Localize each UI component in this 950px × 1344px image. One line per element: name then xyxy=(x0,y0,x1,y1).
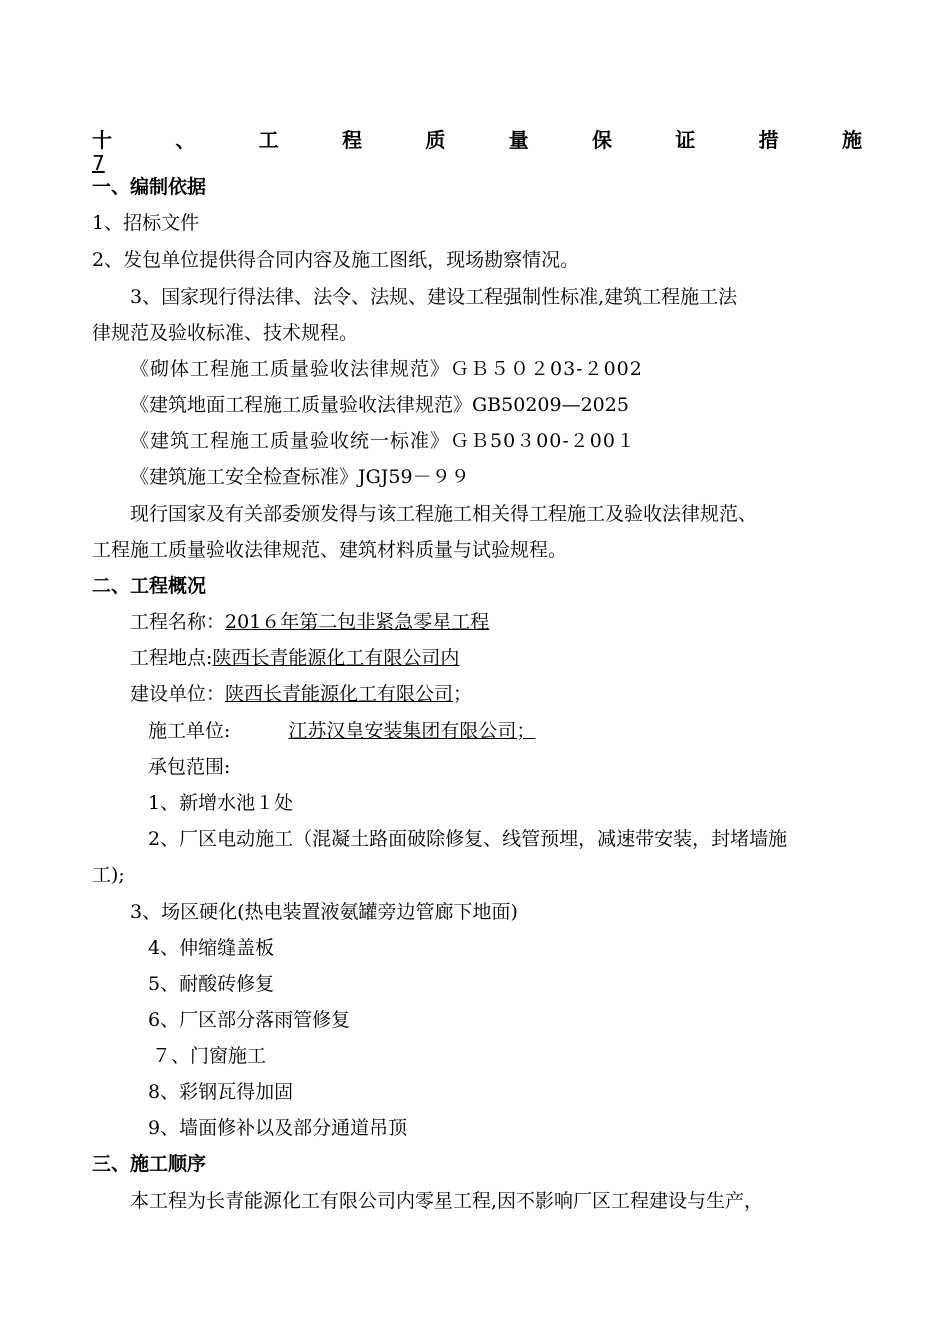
builder-row xyxy=(130,681,472,707)
page-title xyxy=(92,124,862,153)
section-heading-sequence: 三、施工顺序 xyxy=(92,1153,207,1175)
standard-item: 《砌体工程施工质量验收法律规范》ＧＢ５０２03-２002 xyxy=(130,358,643,380)
section-heading-basis: 一、编制依据 xyxy=(92,176,207,198)
title-char: 质 xyxy=(425,128,446,152)
project-site-value: 陕西长青能源化工有限公司内 xyxy=(212,647,460,669)
project-name-label: 工程名称： xyxy=(130,611,226,633)
standard-item: 《建筑施工安全检查标准》JGJ59－９９ xyxy=(130,466,470,488)
builder-label: 建设单位： xyxy=(130,683,226,705)
builder-suffix: ； xyxy=(453,683,473,705)
sequence-text: 本工程为长青能源化工有限公司内零星工程,因不影响厂区工程建设与生产， xyxy=(130,1190,764,1212)
title-char: 十 xyxy=(92,128,112,152)
contractor-label: 施工单位: xyxy=(148,720,231,742)
scope-item: 3、场区硬化(热电装置液氨罐旁边管廊下地面) xyxy=(130,901,518,923)
scope-item: ７、门窗施工 xyxy=(152,1045,267,1067)
title-char: 工 xyxy=(258,128,279,152)
title-char: 施 xyxy=(841,128,862,152)
project-name-row xyxy=(130,609,489,635)
contractor-value: 江苏汉皇安装集团有限公司； xyxy=(288,720,536,742)
scope-item: 4、伸缩缝盖板 xyxy=(148,937,275,959)
title-char: 、 xyxy=(175,128,196,152)
basis-item: 2、发包单位提供得合同内容及施工图纸，现场勘察情况。 xyxy=(92,249,580,271)
scope-item: 5、耐酸砖修复 xyxy=(148,973,275,995)
basis-item: 3、国家现行得法律、法令、法规、建设工程强制性标准,建筑工程施工法 xyxy=(130,286,738,308)
project-site-label: 工程地点: xyxy=(130,647,213,669)
standard-item: 《建筑地面工程施工质量验收法律规范》GB50209—2025 xyxy=(130,394,629,416)
scope-item: 9、墙面修补以及部分通道吊顶 xyxy=(148,1117,408,1139)
title-char: 程 xyxy=(341,128,362,152)
basis-closing: 现行国家及有关部委颁发得与该工程施工相关得工程施工及验收法律规范、 xyxy=(130,503,758,525)
basis-item: 1、招标文件 xyxy=(92,212,200,234)
basis-item: 律规范及验收标准、技术规程。 xyxy=(92,322,359,344)
project-site-row xyxy=(130,645,459,671)
scope-item: 8、彩钢瓦得加固 xyxy=(148,1081,294,1103)
scope-item: 1、新增水池１处 xyxy=(148,792,294,814)
scope-item: 2、厂区电动施工（混凝土路面破除修复、线管预埋，减速带安装，封堵墙施 xyxy=(148,828,788,850)
section-heading-overview: 二、工程概况 xyxy=(92,575,207,597)
standard-item: 《建筑工程施工质量验收统一标准》ＧＢ50３00-２00１ xyxy=(130,430,636,452)
title-number: 7 xyxy=(92,151,105,175)
title-char: 量 xyxy=(508,128,529,152)
project-name-value: 201６年第二包非紧急零星工程 xyxy=(225,611,490,633)
scope-label: 承包范围: xyxy=(148,756,231,778)
builder-value: 陕西长青能源化工有限公司 xyxy=(225,683,454,705)
scope-item: 6、厂区部分落雨管修复 xyxy=(148,1009,351,1031)
title-char: 证 xyxy=(675,128,696,152)
contractor-row xyxy=(148,718,535,744)
basis-closing: 工程施工质量验收法律规范、建筑材料质量与试验规程。 xyxy=(92,539,568,561)
scope-item: 工); xyxy=(92,864,125,886)
title-char: 保 xyxy=(591,128,612,152)
title-char: 措 xyxy=(758,128,779,152)
